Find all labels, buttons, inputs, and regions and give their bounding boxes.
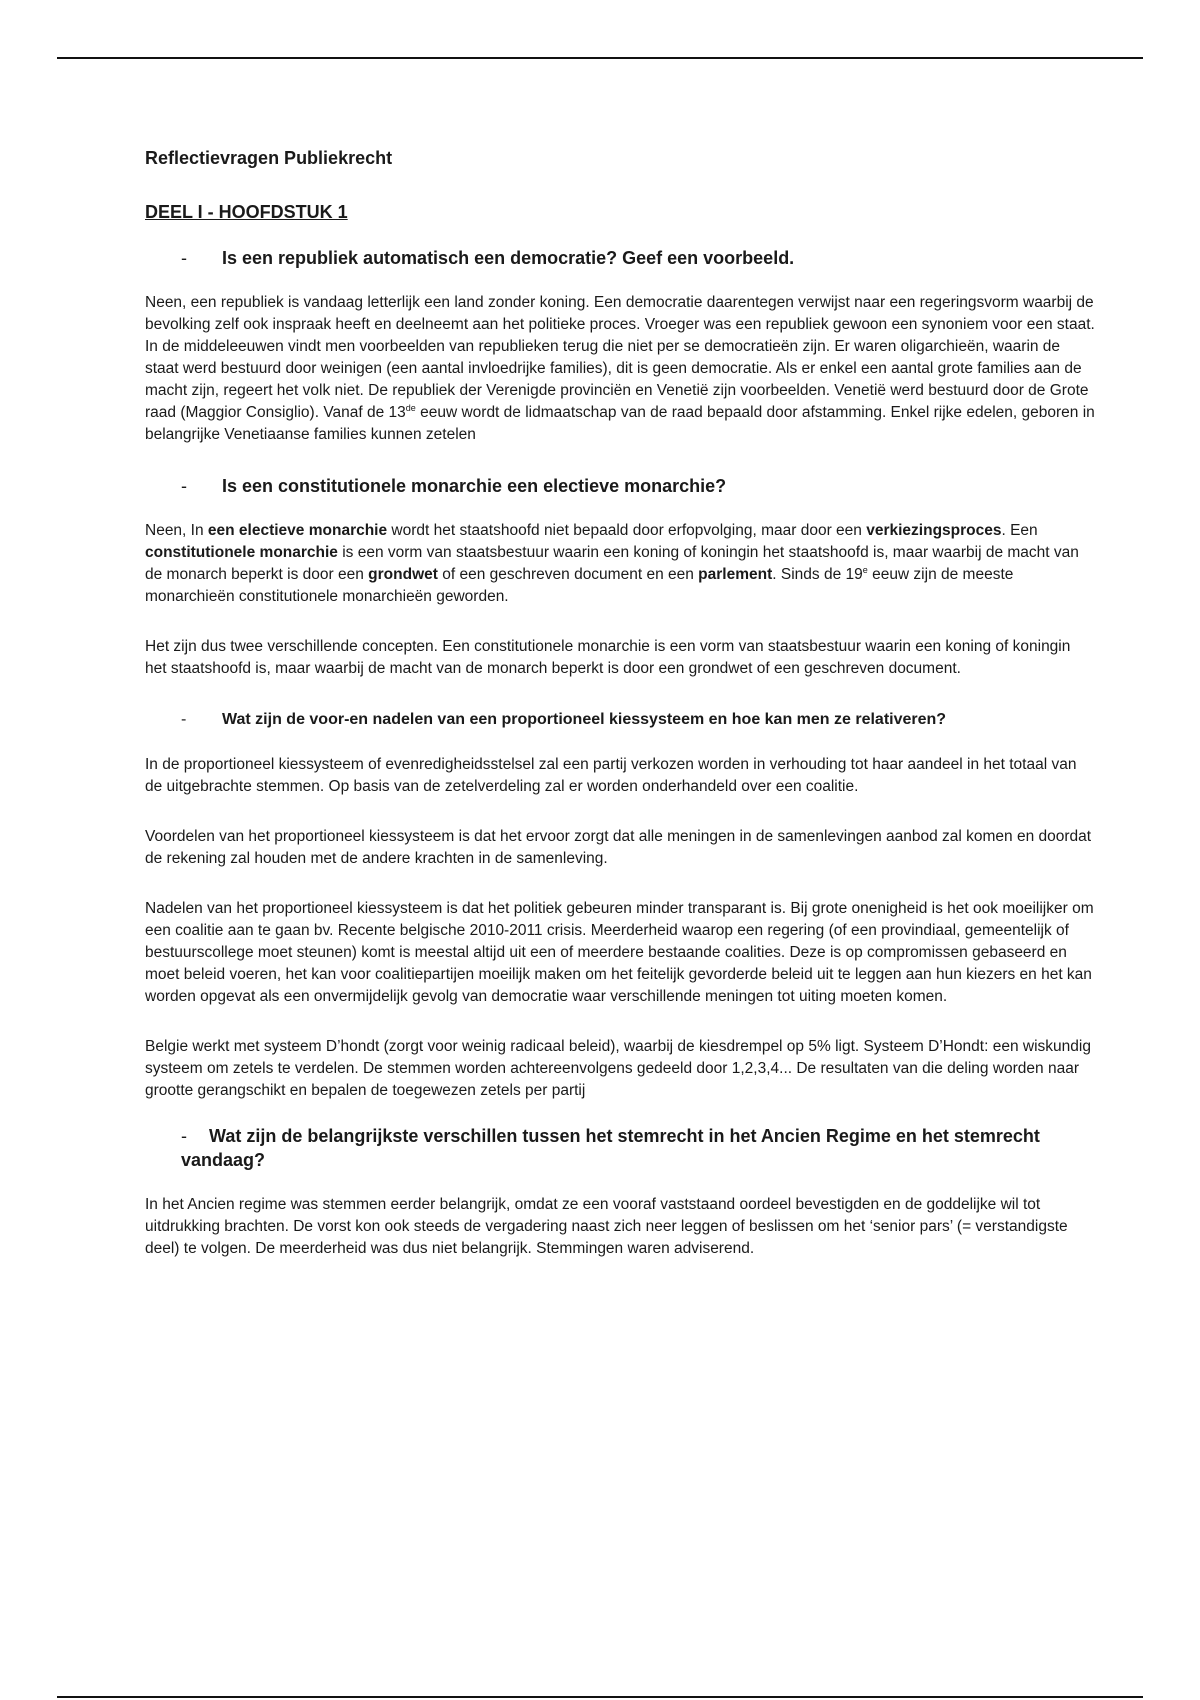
document-title: Reflectievragen Publiekrecht [145,148,393,168]
bullet-dash: - [181,248,187,268]
answer-text: Neen, een republiek is vandaag letterlijk een land zonder koning. Een democratie daarentegen verwijst naar een regeringsvorm waarbij de bevolking zelf ook inspraak heeft en deelneemt aan het politieke proces. Vroeger was een republiek gewoon een synoniem voor een staat. In de middeleeuwen vindt men voorbeelden van republieken terug die niet per se democratieën zijn. Er waren oligarchieën, waarin de staat werd bestuurd door weinigen (een aantal invloedrijke families), dit is geen democratie. Als er enkel een aantal grote families aan de macht zijn, regeert het volk niet. De republiek der Verenigde provinciën en Venetië zijn voorbeelden. Venetië werd bestuurd door de Grote raad (Maggior Consiglio). Vanaf de 13 [145,294,1095,421]
superscript: e [862,564,868,575]
bold-term: grondwet [368,566,438,583]
answer-paragraph: Voordelen van het proportioneel kiessysteem is dat het ervoor zorgt dat alle meningen in de samenlevingen aanbod zal komen en doordat de rekening zal houden met de andere krachten in de samenleving. [145,828,1092,867]
bold-term: verkiezingsproces [866,522,1002,539]
answer-text: of een geschreven document en een [437,566,699,583]
answer-text: Neen, In [145,522,208,539]
answer-text: . Sinds de 19 [772,566,863,583]
document-body [145,146,1095,1288]
bold-term: constitutionele monarchie [145,544,338,561]
header-rule [57,57,1143,59]
answer-paragraph: Nadelen van het proportioneel kiessysteem is dat het politiek gebeuren minder transparant is. Bij grote onenigheid is het ook moeilijker om een coalitie aan te gaan bv. Recente belgische 2010-2011 crisis. Meerderheid waarop een regering (of een provindiaal, gemeentelijk of bestuurscollege moet steunen) komt is meestal altijd uit een of meerdere bestaande coalities. Deze is op compromissen gebaseerd en moet beleid voeren, het kan voor coalitiepartijen moeilijk maken om het feitelijk gevorderde beleid uit te leggen aan hun kiezers en het kan worden opgevat als een onvermijdelijk gevolg van democratie waar verschillende meningen tot uiting moeten komen. [145,900,1094,1005]
answer-paragraph: In het Ancien regime was stemmen eerder belangrijk, omdat ze een vooraf vaststaand oordeel bevestigden en de goddelijke wil tot uitdrukking brachten. De vorst kon ook steeds de vergadering naast zich neer leggen of beslissen om het ‘senior pars’ (= verstandigste deel) te volgen. De meerderheid was dus niet belangrijk. Stemmingen waren adviserend. [145,1196,1068,1257]
answer-paragraph [145,292,1095,446]
question-text: Is een republiek automatisch een democratie? Geef een voorbeeld. [222,248,795,268]
answer-paragraph [145,520,1095,608]
question-heading [145,708,1095,732]
answer-text: wordt het staatshoofd niet bepaald door erfopvolging, maar door een [387,522,867,539]
section-heading: DEEL I - HOOFDSTUK 1 [145,202,348,222]
bullet-dash: - [181,711,187,728]
question-text: Wat zijn de voor-en nadelen van een proportioneel kiessysteem en hoe kan men ze relativeren? [222,711,947,728]
answer-text: . Een [1001,522,1038,539]
question-text: Wat zijn de belangrijkste verschillen tussen het stemrecht in het Ancien Regime en het stemrecht vandaag? [181,1126,1040,1170]
bold-term: een electieve monarchie [207,522,388,539]
superscript: de [405,402,416,413]
answer-paragraph: Het zijn dus twee verschillende concepten. Een constitutionele monarchie is een vorm van staatsbestuur waarin een koning of koningin het staatshoofd is, maar waarbij de macht van de monarch beperkt is door een grondwet of een geschreven document. [145,638,1071,677]
answer-text: eeuw zijn de meeste monarchieën constitutionele monarchieën geworden. [145,566,1014,605]
question-heading [145,474,1095,498]
answer-text: eeuw wordt de lidmaatschap van de raad bepaald door afstamming. Enkel rijke edelen, geboren in belangrijke Venetiaanse families kunnen zetelen [145,404,1095,443]
bullet-dash: - [181,1126,187,1146]
question-heading [145,1124,1095,1172]
question-heading [145,246,1095,270]
answer-paragraph: Belgie werkt met systeem D’hondt (zorgt voor weinig radicaal beleid), waarbij de kiesdrempel op 5% ligt. Systeem D’Hondt: een wiskundig systeem om zetels te verdelen. De stemmen worden achtereenvolgens gedeeld door 1,2,3,4... De resultaten van die deling worden naar grootte gerangschikt en bepalen de toegewezen zetels per partij [145,1038,1091,1099]
bold-term: parlement [698,566,773,583]
answer-paragraph: In de proportioneel kiessysteem of evenredigheidsstelsel zal een partij verkozen worden in verhouding tot haar aandeel in het totaal van de uitgebrachte stemmen. Op basis van de zetelverdeling zal er worden onderhandeld over een coalitie. [145,756,1077,795]
question-text: Is een constitutionele monarchie een electieve monarchie? [222,476,727,496]
answer-text: is een vorm van staatsbestuur waarin een koning of koningin het staatshoofd is, maar waarbij de macht van de monarch beperkt is door een [145,544,1079,583]
bullet-dash: - [181,476,187,496]
footer-rule [57,1696,1143,1698]
